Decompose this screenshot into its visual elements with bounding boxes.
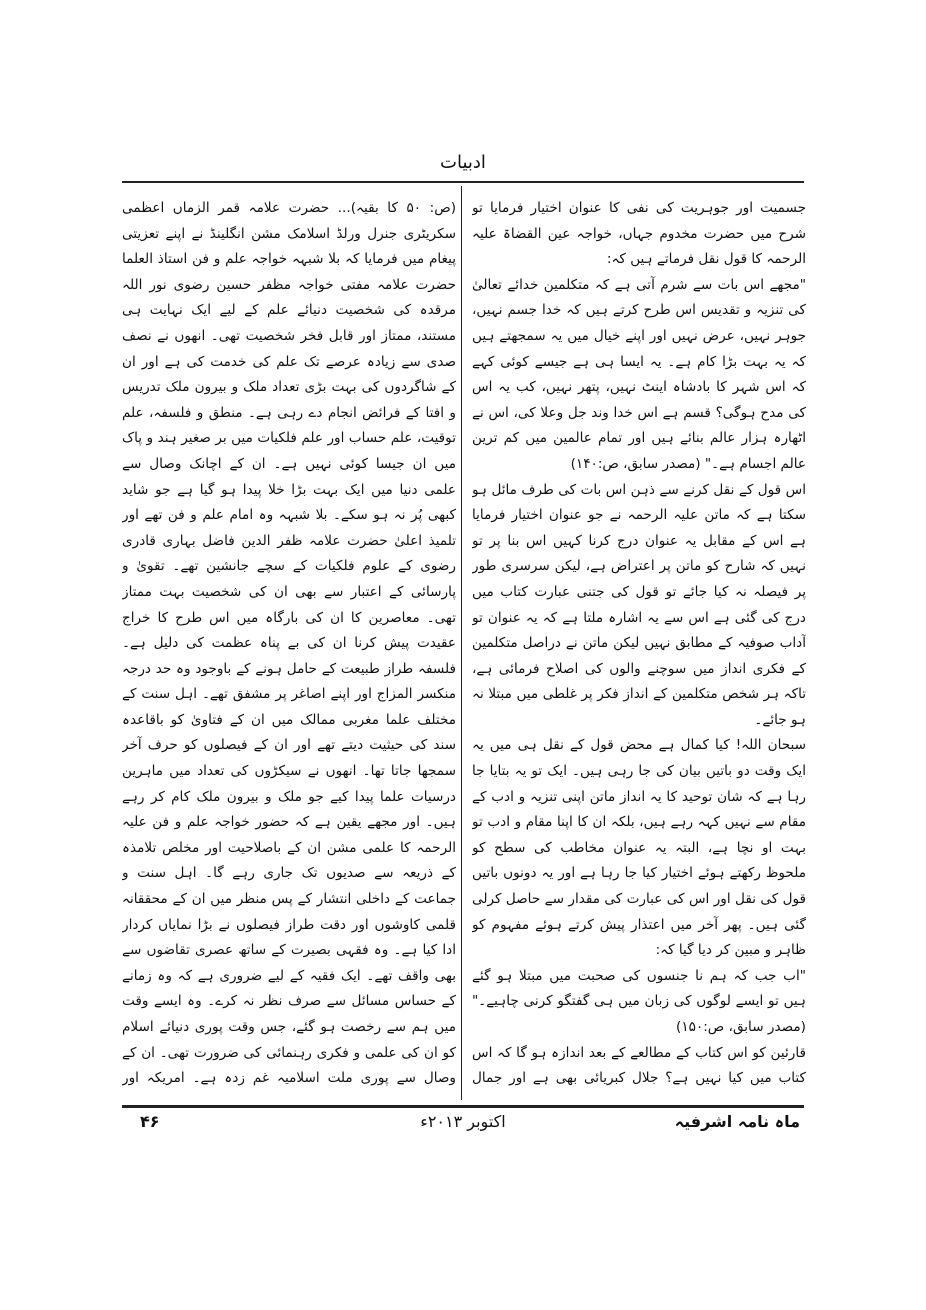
header-rule — [122, 181, 804, 183]
quotation: "مجھے اس بات سے شرم آتی ہے کہ متکلمین خدائے تعالیٰ کی تنزیہ و تقدیس اس طرح کرتے ہیں کہ خدا جسم نہیں، جوہر نہیں، عرض نہیں اور اپنے خیال میں یہ سمجھتے ہیں کہ یہ بہت بڑا کام ہے۔ یہ ایسا ہی ہے جیسے کوئی کہے کہ اس شہر کا بادشاہ اینٹ نہیں، پتھر نہیں، کب یہ اس کی مدح ہوگی؟ قسم ہے اس خدا وند جل وعلا کی، اس نے اٹھارہ ہزار عالم بنائے ہیں اور تمام عالمین میں کم ترین عالم اجسام ہے۔" (مصدر سابق، ص:۱۴۰) — [472, 276, 806, 472]
paragraph: قارئین کو اس کتاب کے مطالعے کے بعد اندازہ ہو گا کہ اس کتاب میں کیا نہیں ہے؟ جلال کبریائی بھی ہے اور جمال — [472, 1044, 806, 1087]
quotation: "اب جب کہ ہم نا جنسوں کی صحبت میں مبتلا ہو گئے ہیں تو ایسے لوگوں کی زبان میں ہی گفتگو کرنی چاہیے۔" (مصدر سابق، ص:۱۵۰) — [472, 967, 806, 1035]
paragraph: جسمیت اور جوہریت کی نفی کا عنوان اختیار فرمایا تو شرح میں حضرت مخدوم جہاں، خواجہ عین القضاۃ علیہ الرحمہ کا قول نقل فرماتے ہیں کہ: — [472, 200, 806, 268]
article-column-right — [472, 196, 806, 1096]
article-column-left — [122, 196, 456, 1096]
page-header: ادبیات — [440, 152, 486, 173]
paragraph: (ص: ۵۰ کا بقیہ)... حضرت علامہ قمر الزماں اعظمی سکریٹری جنرل ورلڈ اسلامک مشن انگلینڈ نے اپنے تعزیتی پیغام میں فرمایا کہ بلا شبہہ خواجہ علم و فن استاذ العلما حضرت علامہ مفتی خواجہ مظفر حسین رضوی نور اللہ مرقدہ کی شخصیت دنیائے علم کے لیے ایک نہایت ہی مستند، ممتاز اور قابل فخر شخصیت تھی۔ انھوں نے نصف صدی سے زیادہ عرصے تک علم کی خدمت کی ہے اور ان کے شاگردوں کی بہت بڑی تعداد ملک و بیرون ملک تدریس و افتا کے فرائض انجام دے رہی ہے۔ منطق و فلسفہ، علم توقیت، علم حساب اور علم فلکیات میں بر صغیر ہند و پاک میں ان جیسا کوئی نہیں ہے۔ ان کے اچانک وصال سے علمی دنیا میں ایک بہت بڑا خلا پیدا ہو گیا ہے جو شاید کبھی پُر نہ ہو سکے۔ بلا شبہہ وہ امام علم و فن تھے اور تلمیذ اعلیٰ حضرت علامہ ظفر الدین فاضل بہاری قادری رضوی کے علوم فلکیات کے سچے جانشین تھے۔ تقویٰ و پارسائی کے اعتبار سے بھی ان کی شخصیت بہت ممتاز تھی۔ معاصرین کا ان کی بارگاہ میں اس طرح کا خراج عقیدت پیش کرنا ان کی بے پناہ عظمت کی دلیل ہے۔ فلسفہ طراز طبیعت کے حامل ہونے کے باوجود وہ حد درجہ منکسر المزاج اور اپنے اصاغر پر مشفق تھے۔ اہل سنت کے مختلف علما مغربی ممالک میں ان کے فتاویٰ کو باقاعدہ سند کی حیثیت دیتے تھے اور ان کے فیصلوں کو حرف آخر سمجھا جاتا تھا۔ انھوں نے سیکڑوں کی تعداد میں ماہرین درسیات علما پیدا کیے جو ملک و بیرون ملک کام کر رہے ہیں۔ اور مجھے یقین ہے کہ حضور خواجہ علم و فن علیہ الرحمہ کا علمی مشن ان کے باصلاحیت اور مخلص تلامذہ کے ذریعہ سے صدیوں تک جاری رہے گا۔ اہل سنت و جماعت کے داخلی انتشار کے پس منظر میں ان کے محققانہ قلمی کاوشوں اور دقت طراز فیصلوں نے بڑا نمایاں کردار ادا کیا ہے۔ وہ فقہی بصیرت کے ساتھ عصری تقاضوں سے بھی واقف تھے۔ ایک فقیہ کے لیے ضروری ہے کہ وہ زمانے کے حساس مسائل سے صرف نظر نہ کرے۔ وہ ایسے وقت میں ہم سے رخصت ہو گئے، جس وقت پوری دنیائے اسلام کو ان کی علمی و فکری رہنمائی کی ضرورت تھی۔ ان کے وصال سے پوری ملت اسلامیہ غم زدہ ہے۔ امریکہ اور — [122, 200, 456, 1087]
page-number: ۴۶ — [140, 1112, 160, 1131]
paragraph: اس قول کے نقل کرنے سے ذہن اس بات کی طرف مائل ہو سکتا ہے کہ ماتن علیہ الرحمہ نے جو عنوان اختیار فرمایا ہے اس کے مقابل یہ عنوان درج کرنا کہیں اس بنا پر تو نہیں کہ شارح کو ماتن پر اعتراض ہے، لیکن سرسری طور پر فیصلہ نہ کیا جائے تو قول کی جتنی عبارت کتاب میں درج کی گئی ہے اس سے یہ اشارہ ملتا ہے کہ یہ عنوان تو آداب صوفیہ کے مطابق نہیں لیکن ماتن نے دراصل متکلمین کے فکری انداز میں سوچنے والوں کی اصلاح فرمائی ہے، تاکہ ہر شخص متکلمین کے انداز فکر پر غلطی میں مبتلا نہ ہو جائے۔ — [472, 481, 806, 728]
issue-date: اکتوبر ۲۰۱۳ء — [420, 1112, 506, 1131]
footer-rule — [122, 1105, 804, 1108]
column-divider — [461, 186, 462, 1100]
magazine-name: ماہ نامہ اشرفیہ — [674, 1112, 800, 1131]
paragraph: سبحان اللہ! کیا کمال ہے محض قول کے نقل ہی میں یہ ایک وقت دو باتیں بیان کی جا رہی ہیں۔ ایک تو یہ بتایا جا رہا ہے کہ شان توحید کا یہ انداز ماتن اپنی تنزیہ و ادب کے مقام سے نہیں کہہ رہے ہیں، بلکہ ان کا اپنا مقام و ادب تو بہت او نچا ہے، البتہ یہ عنوان مخاطب کی سطح کو ملحوظ رکھتے ہوئے اختیار کیا جا رہا ہے اور یہ دونوں باتیں قول کی نقل اور اس کی عبارت کی مقدار سے حاصل کرلی گئی ہیں۔ پھر آخر میں اعتذار پیش کرتے ہوئے مفہوم کو ظاہر و مبین کر دیا گیا کہ: — [472, 737, 806, 959]
